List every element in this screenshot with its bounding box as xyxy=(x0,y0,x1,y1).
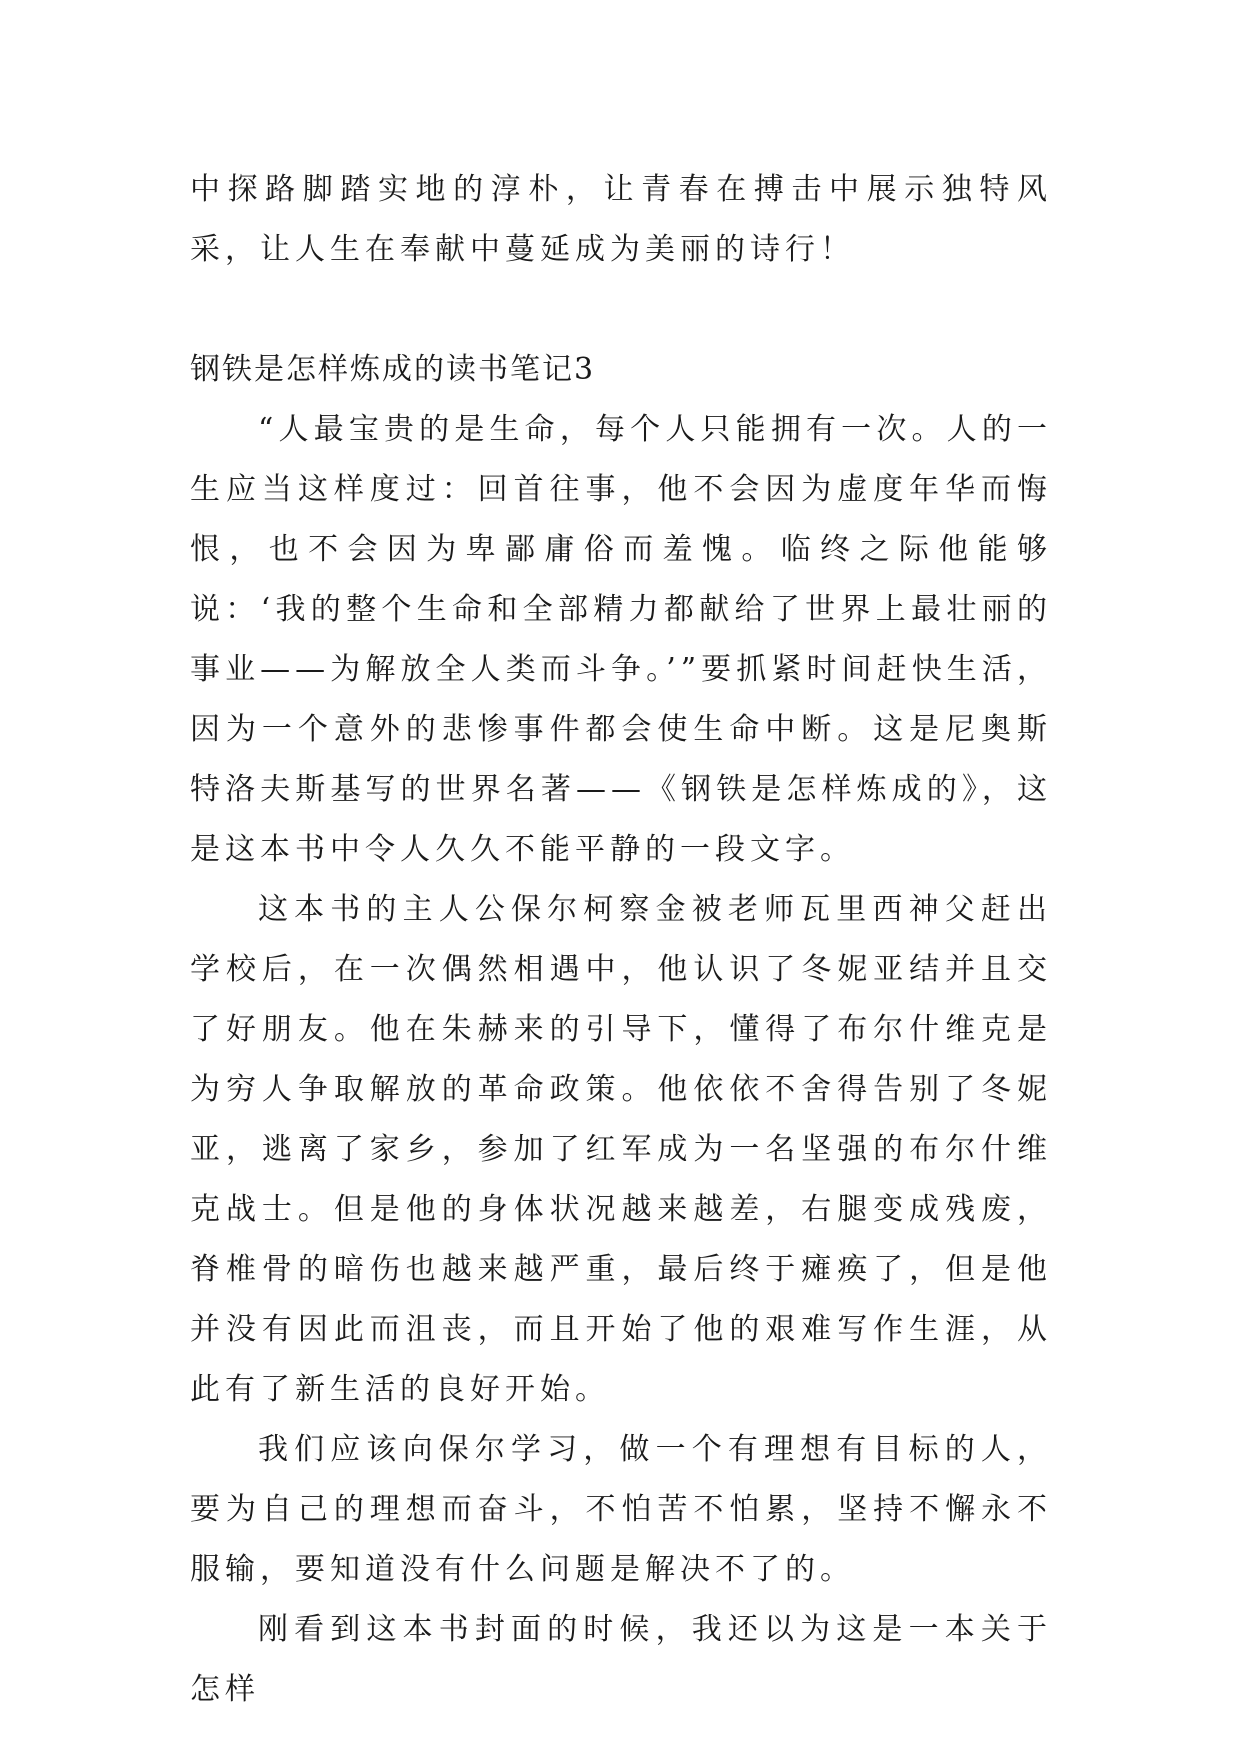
section-title: 钢铁是怎样炼成的读书笔记3 xyxy=(190,352,596,387)
body-paragraph-2: 这本书的主人公保尔柯察金被老师瓦里西神父赶出学校后，在一次偶然相遇中，他认识了冬妮亚结并且交了好朋友。他在朱赫来的引导下，懂得了布尔什维克是为穷人争取解放的革命政策。他依依不舍得告别了冬妮亚，逃离了家乡，参加了红军成为一名坚强的布尔什维克战士。但是他的身体状况越来越差，右腿变成残废，脊椎骨的暗伤也越来越严重，最后终于瘫痪了，但是他并没有因此而沮丧，而且开始了他的艰难写作生涯，从此有了新生活的良好开始。 xyxy=(190,892,1052,1407)
paragraph-gap xyxy=(190,280,1052,340)
continuation-paragraph: 中探路脚踏实地的淳朴，让青春在搏击中展示独特风采，让人生在奉献中蔓延成为美丽的诗行！ xyxy=(190,172,1052,267)
body-paragraph-1: “人最宝贵的是生命，每个人只能拥有一次。人的一生应当这样度过：回首往事，他不会因为虚度年华而悔恨，也不会因为卑鄙庸俗而羞愧。临终之际他能够说：‘我的整个生命和全部精力都献给了世界上最壮丽的事业——为解放全人类而斗争。’”要抓紧时间赶快生活，因为一个意外的悲惨事件都会使生命中断。这是尼奥斯特洛夫斯基写的世界名著——《钢铁是怎样炼成的》，这是这本书中令人久久不能平静的一段文字。 xyxy=(190,412,1052,867)
body-paragraph-4: 刚看到这本书封面的时候，我还以为这是一本关于怎样 xyxy=(190,1612,1052,1707)
body-paragraph-3: 我们应该向保尔学习，做一个有理想有目标的人，要为自己的理想而奋斗，不怕苦不怕累，坚持不懈永不服输，要知道没有什么问题是解决不了的。 xyxy=(190,1432,1052,1587)
document-body xyxy=(190,160,1052,1720)
